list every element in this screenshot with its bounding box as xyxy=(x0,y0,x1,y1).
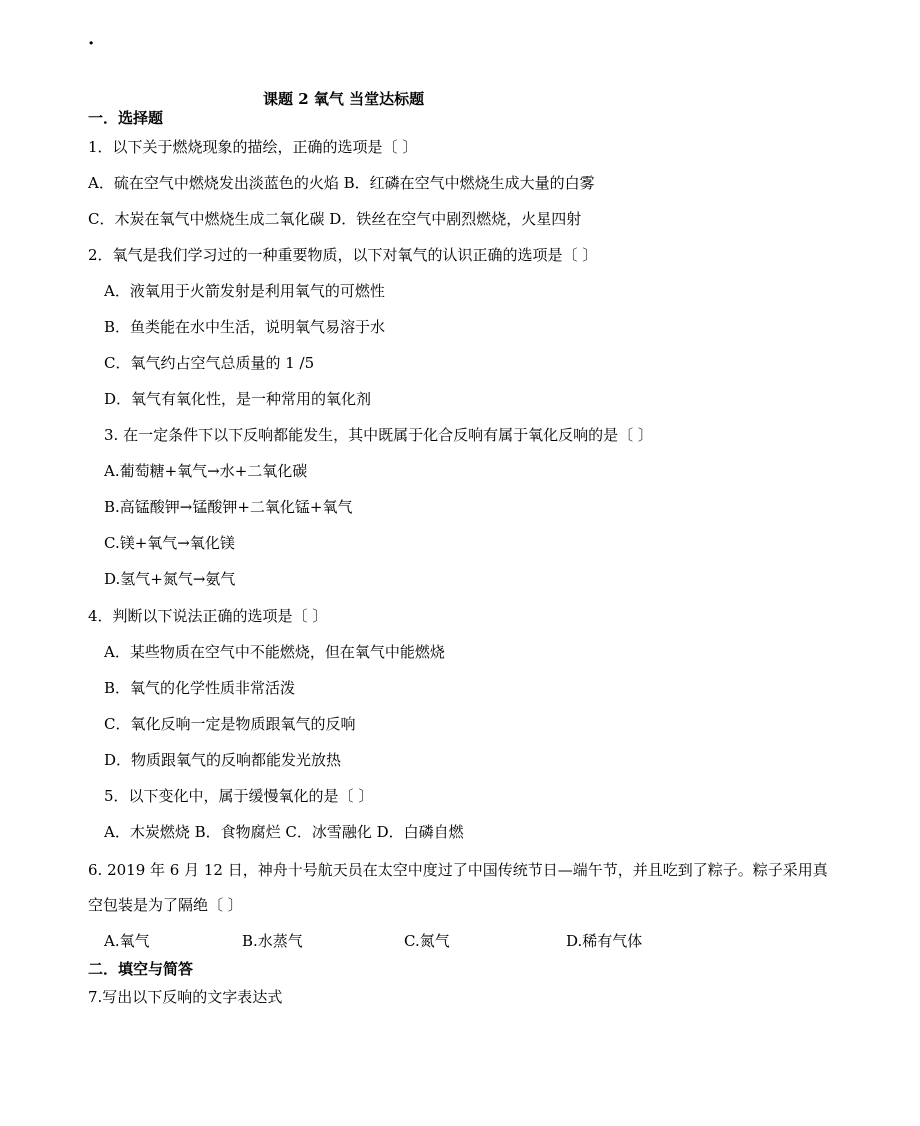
page-title: 课题 2 氧气 当堂达标题 xyxy=(263,90,425,108)
question-3-stem: 3. 在一定条件下以下反响都能发生，其中既属于化合反响有属于氧化反响的是〔 〕 xyxy=(104,426,653,444)
question-2-option-c: C．氧气约占空气总质量的 1 /5 xyxy=(104,354,315,372)
page-mark: · xyxy=(88,33,95,54)
question-2-option-b: B．鱼类能在水中生活，说明氧气易溶于水 xyxy=(104,318,386,336)
question-3-option-a: A.葡萄糖+氧气→水+二氧化碳 xyxy=(104,462,308,480)
question-2-stem: 2．氧气是我们学习过的一种重要物质，以下对氧气的认识正确的选项是〔 〕 xyxy=(88,246,598,264)
question-1-stem: 1．以下关于燃烧现象的描绘，正确的选项是〔 〕 xyxy=(88,138,418,156)
question-6-option-b: B.水蒸气 xyxy=(242,932,303,950)
question-1-options-cd: C．木炭在氧气中燃烧生成二氧化碳 D．铁丝在空气中剧烈燃烧，火星四射 xyxy=(88,210,582,228)
question-5-stem: 5．以下变化中，属于缓慢氧化的是〔 〕 xyxy=(104,787,374,805)
question-6-stem-line-1: 6. 2019 年 6 月 12 日，神舟十号航天员在太空中度过了中国传统节日—端午节，并且吃到了粽子。粽子采用真 xyxy=(88,861,828,879)
question-6-option-c: C.氮气 xyxy=(404,932,450,950)
question-6-option-a: A.氧气 xyxy=(104,932,150,950)
section-heading-choice: 一．选择题 xyxy=(88,109,164,127)
question-7-stem: 7.写出以下反响的文字表达式 xyxy=(88,988,283,1006)
question-6-stem-line-2: 空包装是为了隔绝〔 〕 xyxy=(88,896,243,914)
question-1-options-ab: A．硫在空气中燃烧发出淡蓝色的火焰 B．红磷在空气中燃烧生成大量的白雾 xyxy=(88,174,595,192)
question-4-option-b: B．氧气的化学性质非常活泼 xyxy=(104,679,296,697)
question-2-option-a: A．液氧用于火箭发射是利用氧气的可燃性 xyxy=(104,282,385,300)
question-4-option-a: A．某些物质在空气中不能燃烧，但在氧气中能燃烧 xyxy=(104,643,445,661)
question-4-stem: 4．判断以下说法正确的选项是〔 〕 xyxy=(88,607,328,625)
question-5-options: A．木炭燃烧 B．食物腐烂 C．冰雪融化 D．白磷自燃 xyxy=(104,823,464,841)
question-4-option-c: C．氧化反响一定是物质跟氧气的反响 xyxy=(104,715,356,733)
section-heading-fill-in: 二．填空与简答 xyxy=(88,960,194,978)
question-4-option-d: D．物质跟氧气的反响都能发光放热 xyxy=(104,751,342,769)
question-3-option-d: D.氢气+氮气→氨气 xyxy=(104,570,236,588)
question-3-option-c: C.镁+氧气→氧化镁 xyxy=(104,534,235,552)
question-2-option-d: D．氧气有氧化性，是一种常用的氧化剂 xyxy=(104,390,372,408)
question-3-option-b: B.高锰酸钾→锰酸钾+二氧化锰+氧气 xyxy=(104,498,353,516)
question-6-option-d: D.稀有气体 xyxy=(566,932,643,950)
